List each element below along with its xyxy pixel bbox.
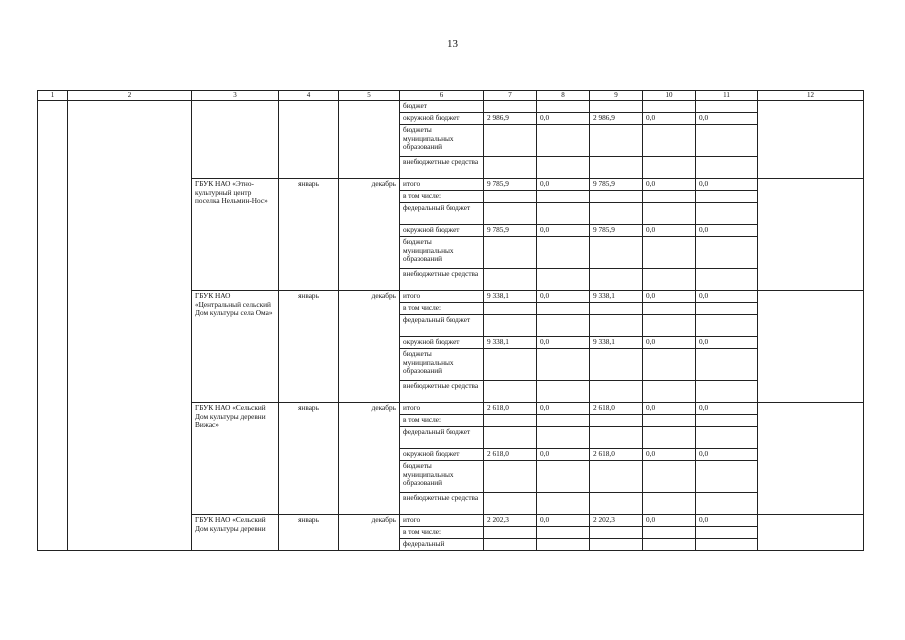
funding-source: федеральный бюджет: [400, 427, 484, 449]
amount-cell: [696, 269, 758, 291]
start-month: январь: [279, 291, 339, 403]
amount-cell: [590, 539, 643, 551]
amount-cell: [696, 539, 758, 551]
merged-cell: [192, 101, 279, 179]
amount-cell: [696, 203, 758, 225]
amount-cell: [590, 237, 643, 269]
funding-source: федеральный бюджет: [400, 203, 484, 225]
organization-name: ГБУК НАО «Сельский Дом культуры деревни: [192, 515, 279, 551]
amount-cell: 0,0: [696, 291, 758, 303]
organization-name: ГБУК НАО «Этно-культурный центр поселка Нельмин-Нос»: [192, 179, 279, 291]
amount-cell: [643, 101, 696, 113]
column-number: 6: [400, 91, 484, 101]
amount-cell: 0,0: [643, 449, 696, 461]
amount-cell: [537, 427, 590, 449]
amount-cell: [537, 269, 590, 291]
funding-source: внебюджетные средства: [400, 381, 484, 403]
funding-source: внебюджетные средства: [400, 269, 484, 291]
amount-cell: [537, 101, 590, 113]
amount-cell: 0,0: [643, 291, 696, 303]
merged-cell: [279, 101, 339, 179]
amount-cell: [484, 191, 537, 203]
amount-cell: [643, 493, 696, 515]
amount-cell: [643, 191, 696, 203]
funding-source: итого: [400, 515, 484, 527]
funding-source: бюджеты муниципальных образований: [400, 125, 484, 157]
funding-source: бюджет: [400, 101, 484, 113]
column-number: 10: [643, 91, 696, 101]
amount-cell: 0,0: [643, 337, 696, 349]
amount-cell: [643, 203, 696, 225]
funding-source: в том числе:: [400, 303, 484, 315]
cell-col-12: [758, 101, 864, 179]
column-number: 2: [68, 91, 192, 101]
amount-cell: 0,0: [696, 113, 758, 125]
column-number: 11: [696, 91, 758, 101]
amount-cell: [590, 191, 643, 203]
amount-cell: 0,0: [537, 291, 590, 303]
amount-cell: [537, 493, 590, 515]
budget-table: [37, 90, 864, 551]
amount-cell: [537, 303, 590, 315]
amount-cell: [484, 315, 537, 337]
cell-col-12: [758, 515, 864, 551]
column-number: 3: [192, 91, 279, 101]
amount-cell: 0,0: [537, 179, 590, 191]
amount-cell: [484, 237, 537, 269]
amount-cell: [643, 157, 696, 179]
amount-cell: [484, 539, 537, 551]
amount-cell: 0,0: [696, 515, 758, 527]
end-month: декабрь: [339, 291, 400, 403]
funding-source: итого: [400, 403, 484, 415]
amount-cell: 0,0: [537, 403, 590, 415]
amount-cell: 9 338,1: [484, 291, 537, 303]
column-number: 12: [758, 91, 864, 101]
amount-cell: [590, 427, 643, 449]
amount-cell: [590, 381, 643, 403]
amount-cell: [484, 125, 537, 157]
funding-source: внебюджетные средства: [400, 157, 484, 179]
amount-cell: 0,0: [643, 113, 696, 125]
amount-cell: [590, 157, 643, 179]
amount-cell: 9 785,9: [484, 225, 537, 237]
amount-cell: 9 338,1: [590, 291, 643, 303]
amount-cell: [643, 415, 696, 427]
amount-cell: [484, 461, 537, 493]
amount-cell: 0,0: [696, 337, 758, 349]
amount-cell: [643, 303, 696, 315]
amount-cell: 0,0: [537, 225, 590, 237]
amount-cell: [696, 191, 758, 203]
amount-cell: [590, 303, 643, 315]
table-row: [38, 101, 864, 113]
column-number: 7: [484, 91, 537, 101]
amount-cell: [696, 157, 758, 179]
amount-cell: [537, 191, 590, 203]
funding-source: окружной бюджет: [400, 225, 484, 237]
amount-cell: [696, 427, 758, 449]
funding-source: федеральный бюджет: [400, 315, 484, 337]
amount-cell: [643, 125, 696, 157]
column-number: 1: [38, 91, 68, 101]
amount-cell: [484, 381, 537, 403]
amount-cell: [537, 315, 590, 337]
funding-source: окружной бюджет: [400, 449, 484, 461]
amount-cell: [696, 101, 758, 113]
funding-source: в том числе:: [400, 415, 484, 427]
amount-cell: [643, 315, 696, 337]
amount-cell: [537, 381, 590, 403]
funding-source: окружной бюджет: [400, 337, 484, 349]
amount-cell: [590, 203, 643, 225]
amount-cell: [484, 303, 537, 315]
amount-cell: 0,0: [537, 449, 590, 461]
column-number: 4: [279, 91, 339, 101]
amount-cell: [696, 527, 758, 539]
amount-cell: 9 338,1: [484, 337, 537, 349]
amount-cell: [484, 101, 537, 113]
funding-source: окружной бюджет: [400, 113, 484, 125]
amount-cell: [484, 203, 537, 225]
amount-cell: [590, 493, 643, 515]
amount-cell: [643, 527, 696, 539]
amount-cell: [643, 539, 696, 551]
amount-cell: [484, 415, 537, 427]
end-month: декабрь: [339, 403, 400, 515]
amount-cell: 0,0: [537, 515, 590, 527]
amount-cell: [643, 461, 696, 493]
amount-cell: [537, 415, 590, 427]
amount-cell: 0,0: [643, 225, 696, 237]
amount-cell: [643, 349, 696, 381]
amount-cell: 9 785,9: [590, 179, 643, 191]
amount-cell: 0,0: [696, 179, 758, 191]
amount-cell: [696, 303, 758, 315]
amount-cell: [537, 157, 590, 179]
amount-cell: 0,0: [643, 179, 696, 191]
amount-cell: [537, 349, 590, 381]
header-row: [38, 91, 864, 101]
cell-col-12: [758, 291, 864, 403]
amount-cell: [537, 539, 590, 551]
amount-cell: [643, 237, 696, 269]
amount-cell: [590, 527, 643, 539]
funding-source: бюджеты муниципальных образований: [400, 237, 484, 269]
amount-cell: 0,0: [537, 113, 590, 125]
amount-cell: 2 618,0: [590, 403, 643, 415]
amount-cell: 2 618,0: [590, 449, 643, 461]
funding-source: внебюджетные средства: [400, 493, 484, 515]
amount-cell: [537, 527, 590, 539]
amount-cell: [590, 349, 643, 381]
amount-cell: [590, 269, 643, 291]
cell-col-12: [758, 179, 864, 291]
amount-cell: 2 618,0: [484, 403, 537, 415]
amount-cell: [643, 427, 696, 449]
amount-cell: [590, 101, 643, 113]
amount-cell: [696, 381, 758, 403]
end-month: декабрь: [339, 515, 400, 551]
cell-col-12: [758, 403, 864, 515]
start-month: январь: [279, 515, 339, 551]
funding-source: итого: [400, 291, 484, 303]
amount-cell: [696, 349, 758, 381]
amount-cell: [484, 427, 537, 449]
amount-cell: 0,0: [643, 515, 696, 527]
page-number: 13: [447, 38, 458, 50]
amount-cell: 9 338,1: [590, 337, 643, 349]
amount-cell: [643, 269, 696, 291]
amount-cell: 2 202,3: [484, 515, 537, 527]
amount-cell: 2 986,9: [590, 113, 643, 125]
amount-cell: [643, 381, 696, 403]
column-number: 9: [590, 91, 643, 101]
amount-cell: [590, 461, 643, 493]
amount-cell: 0,0: [537, 337, 590, 349]
cell-col-1: [38, 101, 68, 551]
amount-cell: [537, 237, 590, 269]
amount-cell: [484, 349, 537, 381]
amount-cell: 2 202,3: [590, 515, 643, 527]
amount-cell: 0,0: [696, 403, 758, 415]
column-number: 5: [339, 91, 400, 101]
amount-cell: [696, 237, 758, 269]
column-number: 8: [537, 91, 590, 101]
amount-cell: [696, 461, 758, 493]
funding-source: в том числе:: [400, 191, 484, 203]
amount-cell: [696, 415, 758, 427]
amount-cell: [537, 125, 590, 157]
organization-name: ГБУК НАО «Сельский Дом культуры деревни Вижас»: [192, 403, 279, 515]
amount-cell: [484, 157, 537, 179]
amount-cell: [484, 269, 537, 291]
amount-cell: [590, 315, 643, 337]
amount-cell: [590, 125, 643, 157]
funding-source: бюджеты муниципальных образований: [400, 461, 484, 493]
start-month: январь: [279, 403, 339, 515]
amount-cell: 9 785,9: [590, 225, 643, 237]
amount-cell: [484, 527, 537, 539]
funding-source: федеральный: [400, 539, 484, 551]
amount-cell: [484, 493, 537, 515]
amount-cell: [696, 315, 758, 337]
amount-cell: 2 986,9: [484, 113, 537, 125]
amount-cell: [696, 125, 758, 157]
amount-cell: [537, 461, 590, 493]
merged-cell: [339, 101, 400, 179]
amount-cell: 0,0: [696, 225, 758, 237]
amount-cell: 9 785,9: [484, 179, 537, 191]
funding-source: итого: [400, 179, 484, 191]
amount-cell: [590, 415, 643, 427]
amount-cell: 2 618,0: [484, 449, 537, 461]
funding-source: бюджеты муниципальных образований: [400, 349, 484, 381]
start-month: январь: [279, 179, 339, 291]
amount-cell: 0,0: [643, 403, 696, 415]
funding-source: в том числе:: [400, 527, 484, 539]
amount-cell: 0,0: [696, 449, 758, 461]
cell-col-2: [68, 101, 192, 551]
amount-cell: [696, 493, 758, 515]
organization-name: ГБУК НАО «Центральный сельский Дом культуры села Ома»: [192, 291, 279, 403]
amount-cell: [537, 203, 590, 225]
end-month: декабрь: [339, 179, 400, 291]
